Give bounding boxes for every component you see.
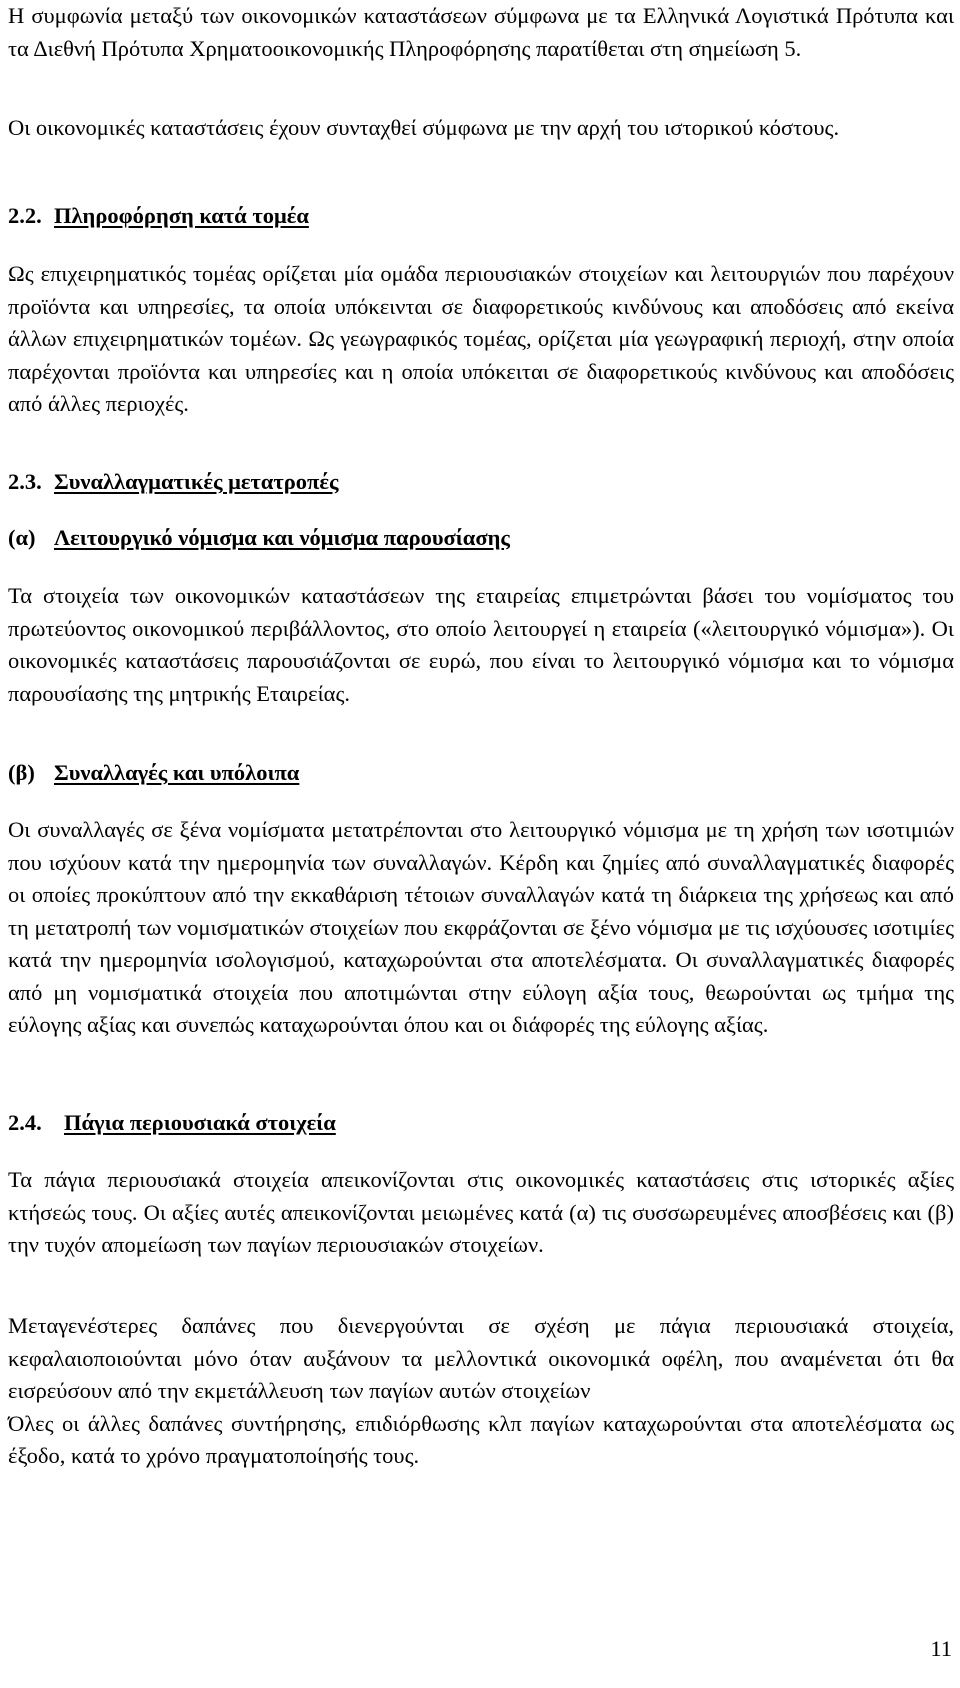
fixed-assets-text-1: Τα πάγια περιουσιακά στοιχεία απεικονίζονται στις οικονομικές καταστάσεις στις ιστορικές αξίες κτήσεώς τους. Οι αξίες αυτές απεικονίζονται μειωμένες κατά (α) τις συσσωρευμένες αποσβέσεις και (β) την τυχόν απομείωση των παγίων περιουσιακών στοιχείων. [8, 1167, 954, 1257]
segment-paragraph-text: Ως επιχειρηματικός τομέας ορίζεται μία ομάδα περιουσιακών στοιχείων και λειτουργιών που παρέχουν προϊόντα και υπηρεσίες, τα οποία υπόκεινται σε διαφορετικούς κινδύνους και αποδόσεις από εκείνα άλλων επιχειρηματικών τομέων. Ως γεωγραφικός τομέας, ορίζεται μία γεωγραφική περιοχή, στην οποία παρέχονται προϊόντα και υπηρεσίες και η οποία υπόκειται σε διαφορετικούς κινδύνους και αποδόσεις από άλλες περιοχές. [8, 261, 954, 416]
section-title: Συναλλαγματικές μετατροπές [54, 469, 339, 494]
section-title: Πληροφόρηση κατά τομέα [54, 203, 309, 228]
intro-paragraph-2-text: Οι οικονομικές καταστάσεις έχουν συνταχθεί σύμφωνα με την αρχή του ιστορικού κόστους. [8, 115, 840, 140]
fixed-assets-text-2a: Μεταγενέστερες δαπάνες που διενεργούνται σε σχέση με πάγια περιουσιακά στοιχεία, κεφαλαιοποιούνται μόνο όταν αυξάνουν τα μελλοντικά οικονομικά οφέλη, που αναμένεται ότι θα εισρεύσουν από την εκμετάλλευση των παγίων αυτών στοιχείων [8, 1313, 954, 1403]
section-heading-2-4 [8, 1107, 336, 1140]
subsection-label: (α) [8, 525, 36, 550]
fixed-assets-text-2b: Όλες οι άλλες δαπάνες συντήρησης, επιδιόρθωσης κλπ παγίων καταχωρούνται στα αποτελέσματα ως έξοδο, κατά το χρόνο πραγματοποίησής τους. [8, 1410, 954, 1468]
subsection-heading-a [8, 522, 510, 555]
section-heading-2-2 [8, 200, 309, 233]
fixed-assets-paragraph-1 [8, 1164, 954, 1262]
section-number: 2.4. [8, 1110, 42, 1135]
subsection-title: Συναλλαγές και υπόλοιπα [54, 760, 300, 785]
section-heading-2-3 [8, 466, 338, 499]
functional-currency-text: Τα στοιχεία των οικονομικών καταστάσεων της εταιρείας επιμετρώνται βάσει του νομίσματος του πρωτεύοντος οικονομικού περιβάλλοντος, στο οποίο λειτουργεί η εταιρεία («λειτουργικό νόμισμα»). Οι οικονομικές καταστάσεις παρουσιάζονται σε ευρώ, που είναι το λειτουργικό νόμισμα και το νόμισμα παρουσίασης της μητρικής Εταιρείας. [8, 583, 954, 706]
page-number: 11 [930, 1636, 952, 1661]
transactions-text: Οι συναλλαγές σε ξένα νομίσματα μετατρέπονται στο λειτουργικό νόμισμα με τη χρήση των ισοτιμιών που ισχύουν κατά την ημερομηνία των συναλλαγών. Κέρδη και ζημίες από συναλλαγματικές διαφορές οι οποίες προκύπτουν από την εκκαθάριση τέτοιων συναλλαγών κατά τη διάρκεια της χρήσεως και από τη μετατροπή των νομισματικών στοιχείων που εκφράζονται σε ξένο νόμισμα με τις ισχύουσες ισοτιμίες κατά την ημερομηνία ισολογισμού, καταχωρούνται στα αποτελέσματα. Οι συναλλαγματικές διαφορές από μη νομισματικά στοιχεία που αποτιμώνται στην εύλογη αξία τους, θεωρούνται ως τμήμα της εύλογης αξίας και συνεπώς καταχωρούνται όπου και οι διάφορές της εύλογης αξίας. [8, 817, 954, 1037]
subsection-title: Λειτουργικό νόμισμα και νόμισμα παρουσίασης [54, 525, 510, 550]
section-title: Πάγια περιουσιακά στοιχεία [64, 1110, 336, 1135]
section-number: 2.3. [8, 469, 42, 494]
functional-currency-paragraph [8, 580, 954, 710]
fixed-assets-paragraph-2 [8, 1310, 954, 1473]
transactions-paragraph [8, 814, 954, 1042]
intro-paragraph-2 [8, 112, 954, 145]
intro-paragraph-1 [8, 0, 954, 65]
subsection-label: (β) [8, 760, 35, 785]
section-number: 2.2. [8, 203, 42, 228]
subsection-heading-b [8, 757, 299, 790]
intro-paragraph-1-text: Η συμφωνία μεταξύ των οικονομικών καταστάσεων σύμφωνα με τα Ελληνικά Λογιστικά Πρότυπα και τα Διεθνή Πρότυπα Χρηματοοικονομικής Πληροφόρησης παρατίθεται στη σημείωση 5. [8, 3, 954, 61]
segment-paragraph [8, 258, 954, 421]
